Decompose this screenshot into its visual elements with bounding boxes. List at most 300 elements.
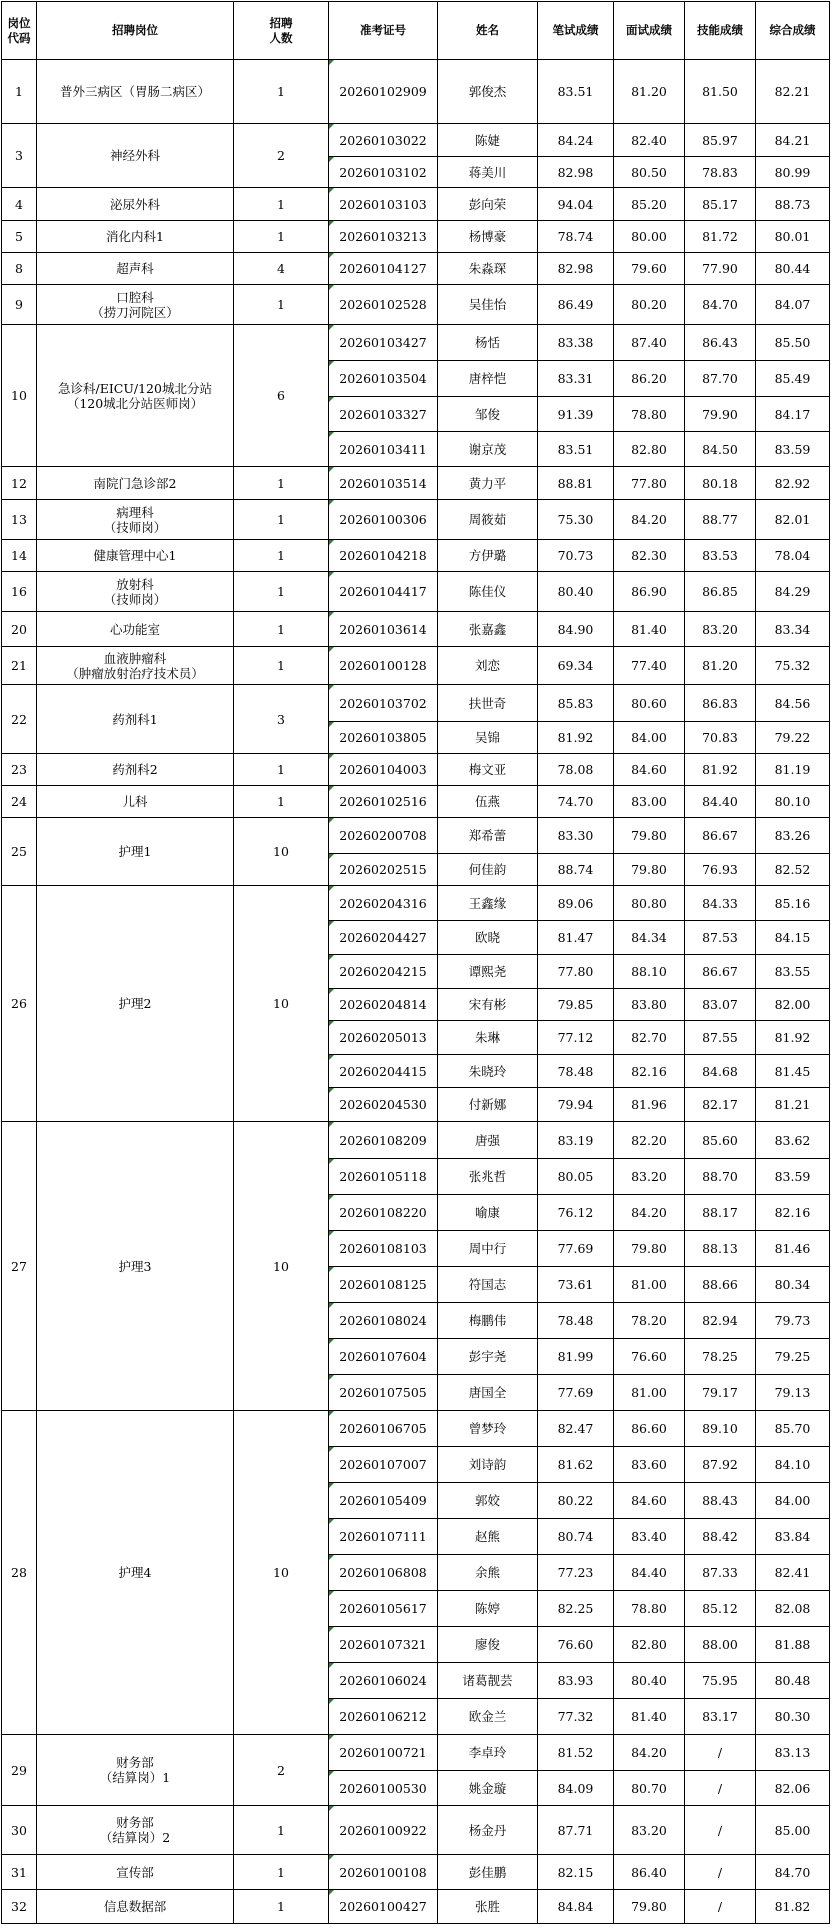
table-row [2, 500, 830, 540]
total-score: 79.22 [756, 722, 830, 754]
table-row [2, 467, 830, 500]
interview-score: 78.20 [614, 1303, 685, 1339]
hire-count: 1 [234, 188, 329, 221]
table-row [2, 754, 830, 786]
total-score: 83.59 [756, 432, 830, 467]
post-code: 26 [2, 886, 37, 1122]
interview-score: 79.80 [614, 818, 685, 854]
total-score: 82.00 [756, 989, 830, 1021]
candidate-name: 杨恬 [438, 325, 538, 361]
skill-score: 88.13 [685, 1231, 756, 1267]
written-score: 83.30 [538, 818, 614, 854]
hire-count: 4 [234, 253, 329, 285]
candidate-name: 唐梓恺 [438, 361, 538, 397]
exam-id: 20260104127 [329, 253, 438, 285]
post-code: 28 [2, 1411, 37, 1735]
total-score: 83.34 [756, 612, 830, 647]
score-table [1, 1, 830, 1924]
exam-id: 20260204415 [329, 1055, 438, 1088]
interview-score: 82.80 [614, 1627, 685, 1663]
post-code: 22 [2, 685, 37, 754]
interview-score: 82.30 [614, 540, 685, 572]
post-name: 健康管理中心1 [37, 540, 234, 572]
exam-id: 20260200708 [329, 818, 438, 854]
written-score: 86.49 [538, 285, 614, 325]
written-score: 82.25 [538, 1591, 614, 1627]
candidate-name: 诸葛靓芸 [438, 1663, 538, 1699]
written-score: 83.93 [538, 1663, 614, 1699]
skill-score: 87.53 [685, 921, 756, 955]
total-score: 81.82 [756, 1890, 830, 1924]
exam-id: 20260106024 [329, 1663, 438, 1699]
written-score: 94.04 [538, 188, 614, 221]
written-score: 88.81 [538, 467, 614, 500]
exam-id: 20260100721 [329, 1735, 438, 1771]
skill-score: 88.70 [685, 1159, 756, 1195]
exam-id: 20260204427 [329, 921, 438, 955]
total-score: 84.10 [756, 1447, 830, 1483]
total-score: 82.52 [756, 854, 830, 886]
post-name: 护理2 [37, 886, 234, 1122]
exam-id: 20260103213 [329, 221, 438, 253]
skill-score: 81.92 [685, 754, 756, 786]
exam-id: 20260108024 [329, 1303, 438, 1339]
post-code: 29 [2, 1735, 37, 1806]
written-score: 87.71 [538, 1806, 614, 1855]
post-name: 普外三病区（胃肠二病区） [37, 60, 234, 124]
table-body [2, 60, 830, 1924]
post-name: 儿科 [37, 786, 234, 818]
candidate-name: 梅文亚 [438, 754, 538, 786]
total-score: 79.73 [756, 1303, 830, 1339]
exam-id: 20260102528 [329, 285, 438, 325]
hire-count: 1 [234, 285, 329, 325]
written-score: 80.05 [538, 1159, 614, 1195]
table-row [2, 60, 830, 124]
total-score: 78.04 [756, 540, 830, 572]
written-score: 73.61 [538, 1267, 614, 1303]
hire-count: 1 [234, 1806, 329, 1855]
skill-score: / [685, 1771, 756, 1806]
exam-id: 20260106212 [329, 1699, 438, 1735]
exam-id: 20260103022 [329, 124, 438, 157]
hire-count: 2 [234, 124, 329, 188]
candidate-name: 黄力平 [438, 467, 538, 500]
total-score: 79.13 [756, 1375, 830, 1411]
interview-score: 78.80 [614, 397, 685, 432]
skill-score: 81.72 [685, 221, 756, 253]
skill-score: 88.66 [685, 1267, 756, 1303]
hire-count: 1 [234, 786, 329, 818]
total-score: 82.92 [756, 467, 830, 500]
written-score: 79.94 [538, 1088, 614, 1122]
candidate-name: 付新娜 [438, 1088, 538, 1122]
post-code: 23 [2, 754, 37, 786]
written-score: 76.12 [538, 1195, 614, 1231]
hire-count: 10 [234, 886, 329, 1122]
written-score: 76.60 [538, 1627, 614, 1663]
total-score: 84.29 [756, 572, 830, 612]
candidate-name: 郑希蕾 [438, 818, 538, 854]
exam-id: 20260104003 [329, 754, 438, 786]
post-name: 药剂科1 [37, 685, 234, 754]
post-name: 财务部 （结算岗）2 [37, 1806, 234, 1855]
written-score: 88.74 [538, 854, 614, 886]
hire-count: 1 [234, 540, 329, 572]
total-score: 82.01 [756, 500, 830, 540]
skill-score: 88.42 [685, 1519, 756, 1555]
total-score: 80.34 [756, 1267, 830, 1303]
written-score: 81.99 [538, 1339, 614, 1375]
post-code: 10 [2, 325, 37, 467]
table-row [2, 685, 830, 722]
total-score: 80.44 [756, 253, 830, 285]
header-post-code: 岗位 代码 [2, 2, 37, 60]
interview-score: 79.80 [614, 1231, 685, 1267]
total-score: 85.00 [756, 1806, 830, 1855]
interview-score: 82.70 [614, 1021, 685, 1055]
interview-score: 83.40 [614, 1519, 685, 1555]
post-code: 20 [2, 612, 37, 647]
interview-score: 83.00 [614, 786, 685, 818]
hire-count: 1 [234, 647, 329, 685]
post-code: 21 [2, 647, 37, 685]
candidate-name: 朱淼琛 [438, 253, 538, 285]
total-score: 85.50 [756, 325, 830, 361]
total-score: 82.21 [756, 60, 830, 124]
table-row [2, 1890, 830, 1924]
written-score: 84.84 [538, 1890, 614, 1924]
written-score: 78.74 [538, 221, 614, 253]
total-score: 83.26 [756, 818, 830, 854]
interview-score: 84.20 [614, 1735, 685, 1771]
exam-id: 20260107604 [329, 1339, 438, 1375]
candidate-name: 方伊璐 [438, 540, 538, 572]
written-score: 78.48 [538, 1055, 614, 1088]
total-score: 84.00 [756, 1483, 830, 1519]
written-score: 89.06 [538, 886, 614, 921]
hire-count: 1 [234, 500, 329, 540]
written-score: 77.69 [538, 1375, 614, 1411]
exam-id: 20260103327 [329, 397, 438, 432]
interview-score: 80.40 [614, 1663, 685, 1699]
interview-score: 81.00 [614, 1375, 685, 1411]
skill-score: 89.10 [685, 1411, 756, 1447]
table-row [2, 540, 830, 572]
candidate-name: 符国志 [438, 1267, 538, 1303]
candidate-name: 伍燕 [438, 786, 538, 818]
exam-id: 20260103514 [329, 467, 438, 500]
total-score: 75.32 [756, 647, 830, 685]
total-score: 80.01 [756, 221, 830, 253]
hire-count: 3 [234, 685, 329, 754]
interview-score: 80.70 [614, 1771, 685, 1806]
skill-score: 78.83 [685, 157, 756, 188]
written-score: 77.23 [538, 1555, 614, 1591]
skill-score: 84.40 [685, 786, 756, 818]
exam-id: 20260107505 [329, 1375, 438, 1411]
interview-score: 84.60 [614, 1483, 685, 1519]
candidate-name: 吴佳怡 [438, 285, 538, 325]
skill-score: 84.50 [685, 432, 756, 467]
written-score: 82.47 [538, 1411, 614, 1447]
interview-score: 82.80 [614, 432, 685, 467]
skill-score: / [685, 1735, 756, 1771]
exam-id: 20260106808 [329, 1555, 438, 1591]
candidate-name: 刘恋 [438, 647, 538, 685]
interview-score: 80.20 [614, 285, 685, 325]
skill-score: / [685, 1855, 756, 1890]
skill-score: 82.17 [685, 1088, 756, 1122]
skill-score: 84.70 [685, 285, 756, 325]
exam-id: 20260106705 [329, 1411, 438, 1447]
interview-score: 77.80 [614, 467, 685, 500]
post-code: 27 [2, 1122, 37, 1411]
skill-score: 82.94 [685, 1303, 756, 1339]
candidate-name: 欧金兰 [438, 1699, 538, 1735]
post-code: 3 [2, 124, 37, 188]
interview-score: 86.40 [614, 1855, 685, 1890]
candidate-name: 王鑫缘 [438, 886, 538, 921]
written-score: 77.80 [538, 955, 614, 989]
exam-id: 20260204814 [329, 989, 438, 1021]
candidate-name: 陈佳仪 [438, 572, 538, 612]
hire-count: 10 [234, 1411, 329, 1735]
total-score: 81.46 [756, 1231, 830, 1267]
exam-id: 20260102516 [329, 786, 438, 818]
interview-score: 86.20 [614, 361, 685, 397]
post-code: 13 [2, 500, 37, 540]
skill-score: 81.20 [685, 647, 756, 685]
candidate-name: 郭俊杰 [438, 60, 538, 124]
header-total-score: 综合成绩 [756, 2, 830, 60]
exam-id: 20260107111 [329, 1519, 438, 1555]
post-name: 神经外科 [37, 124, 234, 188]
exam-id: 20260205013 [329, 1021, 438, 1055]
written-score: 82.98 [538, 253, 614, 285]
exam-id: 20260103504 [329, 361, 438, 397]
hire-count: 6 [234, 325, 329, 467]
interview-score: 84.34 [614, 921, 685, 955]
table-row [2, 572, 830, 612]
skill-score: 87.92 [685, 1447, 756, 1483]
candidate-name: 邹俊 [438, 397, 538, 432]
candidate-name: 刘诗韵 [438, 1447, 538, 1483]
candidate-name: 欧晓 [438, 921, 538, 955]
post-code: 12 [2, 467, 37, 500]
candidate-name: 张兆哲 [438, 1159, 538, 1195]
interview-score: 82.40 [614, 124, 685, 157]
written-score: 77.12 [538, 1021, 614, 1055]
interview-score: 77.40 [614, 647, 685, 685]
candidate-name: 陈婷 [438, 1591, 538, 1627]
skill-score: 85.17 [685, 188, 756, 221]
post-code: 8 [2, 253, 37, 285]
written-score: 85.83 [538, 685, 614, 722]
interview-score: 80.80 [614, 886, 685, 921]
written-score: 75.30 [538, 500, 614, 540]
hire-count: 1 [234, 467, 329, 500]
candidate-name: 廖俊 [438, 1627, 538, 1663]
written-score: 81.52 [538, 1735, 614, 1771]
interview-score: 81.00 [614, 1267, 685, 1303]
candidate-name: 宋有彬 [438, 989, 538, 1021]
table-row [2, 886, 830, 921]
table-row [2, 124, 830, 157]
skill-score: 86.83 [685, 685, 756, 722]
total-score: 80.99 [756, 157, 830, 188]
post-name: 急诊科/EICU/120城北分站 （120城北分站医师岗） [37, 325, 234, 467]
total-score: 82.41 [756, 1555, 830, 1591]
interview-score: 84.40 [614, 1555, 685, 1591]
skill-score: 83.20 [685, 612, 756, 647]
skill-score: 76.93 [685, 854, 756, 886]
candidate-name: 李卓玲 [438, 1735, 538, 1771]
post-code: 30 [2, 1806, 37, 1855]
table-header [2, 2, 830, 60]
written-score: 80.74 [538, 1519, 614, 1555]
total-score: 84.21 [756, 124, 830, 157]
skill-score: 70.83 [685, 722, 756, 754]
exam-id: 20260103102 [329, 157, 438, 188]
skill-score: 87.70 [685, 361, 756, 397]
interview-score: 83.20 [614, 1806, 685, 1855]
total-score: 83.55 [756, 955, 830, 989]
skill-score: 83.07 [685, 989, 756, 1021]
header-post-name: 招聘岗位 [37, 2, 234, 60]
exam-id: 20260107321 [329, 1627, 438, 1663]
exam-id: 20260100530 [329, 1771, 438, 1806]
total-score: 84.70 [756, 1855, 830, 1890]
skill-score: 83.17 [685, 1699, 756, 1735]
post-name: 药剂科2 [37, 754, 234, 786]
post-name: 血液肿瘤科 （肿瘤放射治疗技术员） [37, 647, 234, 685]
skill-score: 75.95 [685, 1663, 756, 1699]
total-score: 81.21 [756, 1088, 830, 1122]
header-interview-score: 面试成绩 [614, 2, 685, 60]
exam-id: 20260105409 [329, 1483, 438, 1519]
post-code: 16 [2, 572, 37, 612]
skill-score: 86.67 [685, 955, 756, 989]
table-row [2, 818, 830, 854]
exam-id: 20260105118 [329, 1159, 438, 1195]
total-score: 81.88 [756, 1627, 830, 1663]
exam-id: 20260105617 [329, 1591, 438, 1627]
candidate-name: 谭熙尧 [438, 955, 538, 989]
skill-score: / [685, 1806, 756, 1855]
post-name: 护理4 [37, 1411, 234, 1735]
total-score: 83.59 [756, 1159, 830, 1195]
skill-score: 85.60 [685, 1122, 756, 1159]
post-code: 32 [2, 1890, 37, 1924]
post-code: 14 [2, 540, 37, 572]
candidate-name: 周中行 [438, 1231, 538, 1267]
exam-id: 20260104417 [329, 572, 438, 612]
post-code: 9 [2, 285, 37, 325]
interview-score: 80.60 [614, 685, 685, 722]
skill-score: 86.43 [685, 325, 756, 361]
hire-count: 1 [234, 754, 329, 786]
table-row [2, 285, 830, 325]
written-score: 83.31 [538, 361, 614, 397]
candidate-name: 朱琳 [438, 1021, 538, 1055]
written-score: 78.48 [538, 1303, 614, 1339]
exam-id: 20260108220 [329, 1195, 438, 1231]
skill-score: 87.55 [685, 1021, 756, 1055]
header-written-score: 笔试成绩 [538, 2, 614, 60]
skill-score: 79.17 [685, 1375, 756, 1411]
post-name: 信息数据部 [37, 1890, 234, 1924]
table-row [2, 612, 830, 647]
total-score: 80.30 [756, 1699, 830, 1735]
candidate-name: 扶世奇 [438, 685, 538, 722]
interview-score: 85.20 [614, 188, 685, 221]
exam-id: 20260100306 [329, 500, 438, 540]
skill-score: 86.67 [685, 818, 756, 854]
interview-score: 84.60 [614, 754, 685, 786]
written-score: 81.92 [538, 722, 614, 754]
candidate-name: 郭姣 [438, 1483, 538, 1519]
skill-score: 88.17 [685, 1195, 756, 1231]
skill-score: 78.25 [685, 1339, 756, 1375]
skill-score: 81.50 [685, 60, 756, 124]
interview-score: 78.80 [614, 1591, 685, 1627]
total-score: 81.19 [756, 754, 830, 786]
post-code: 31 [2, 1855, 37, 1890]
exam-id: 20260102909 [329, 60, 438, 124]
candidate-name: 吴锦 [438, 722, 538, 754]
total-score: 84.15 [756, 921, 830, 955]
skill-score: 77.90 [685, 253, 756, 285]
post-name: 消化内科1 [37, 221, 234, 253]
table-row [2, 253, 830, 285]
header-skill-score: 技能成绩 [685, 2, 756, 60]
written-score: 82.98 [538, 157, 614, 188]
hire-count: 1 [234, 572, 329, 612]
skill-score: 86.85 [685, 572, 756, 612]
post-code: 1 [2, 60, 37, 124]
post-name: 病理科 （技师岗） [37, 500, 234, 540]
written-score: 82.15 [538, 1855, 614, 1890]
interview-score: 81.20 [614, 60, 685, 124]
total-score: 81.92 [756, 1021, 830, 1055]
hire-count: 10 [234, 1122, 329, 1411]
interview-score: 82.16 [614, 1055, 685, 1088]
header-hire-count: 招聘 人数 [234, 2, 329, 60]
candidate-name: 陈婕 [438, 124, 538, 157]
table-row [2, 786, 830, 818]
interview-score: 79.80 [614, 854, 685, 886]
candidate-name: 曾梦玲 [438, 1411, 538, 1447]
candidate-name: 杨金丹 [438, 1806, 538, 1855]
hire-count: 1 [234, 1890, 329, 1924]
total-score: 82.08 [756, 1591, 830, 1627]
interview-score: 81.40 [614, 612, 685, 647]
skill-score: 87.33 [685, 1555, 756, 1591]
header-exam-id: 准考证号 [329, 2, 438, 60]
skill-score: / [685, 1890, 756, 1924]
table-row [2, 1855, 830, 1890]
written-score: 83.19 [538, 1122, 614, 1159]
post-name: 超声科 [37, 253, 234, 285]
exam-id: 20260108125 [329, 1267, 438, 1303]
post-name: 南院门急诊部2 [37, 467, 234, 500]
exam-id: 20260204215 [329, 955, 438, 989]
skill-score: 83.53 [685, 540, 756, 572]
table-row [2, 1806, 830, 1855]
candidate-name: 喻康 [438, 1195, 538, 1231]
exam-id: 20260100922 [329, 1806, 438, 1855]
